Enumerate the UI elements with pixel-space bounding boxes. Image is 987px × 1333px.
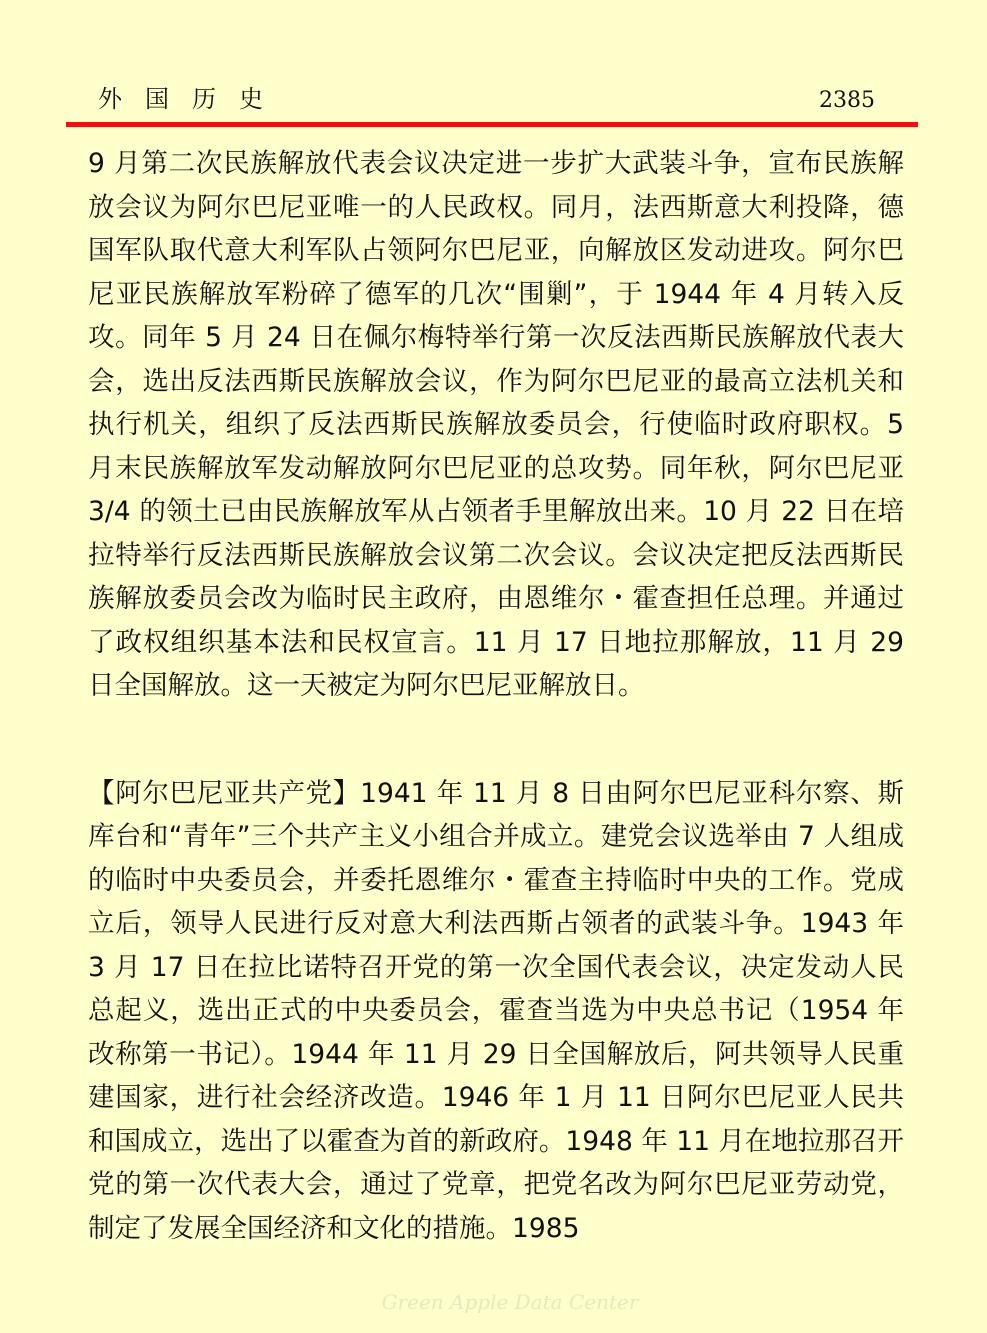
body-text [88, 142, 904, 1250]
paragraph-liberation: 9 月第二次民族解放代表会议决定进一步扩大武装斗争，宣布民族解放会议为阿尔巴尼亚唯一的人民政权。同月，法西斯意大利投降，德国军队取代意大利军队占领阿尔巴尼亚，向解放区发动进攻。阿尔巴尼亚民族解放军粉碎了德军的几次“围剿”，于 1944 年 4 月转入反攻。同年 5 月 24 日在佩尔梅特举行第一次反法西斯民族解放代表大会，选出反法西斯民族解放会议，作为阿尔巴尼亚的最高立法机关和执行机关，组织了反法西斯民族解放委员会，行使临时政府职权。5 月末民族解放军发动解放阿尔巴尼亚的总攻势。同年秋，阿尔巴尼亚 3/4 的领土已由民族解放军从占领者手里解放出来。10 月 22 日在培拉特举行反法西斯民族解放会议第二次会议。会议决定把反法西斯民族解放委员会改为临时民主政府，由恩维尔・霍查担任总理。并通过了政权组织基本法和民权宣言。11 月 17 日地拉那解放，11 月 29 日全国解放。这一天被定为阿尔巴尼亚解放日。 [88, 148, 904, 701]
page-number: 2385 [819, 88, 875, 113]
section-title: 外国历史 [98, 85, 286, 113]
header-divider [66, 122, 918, 127]
watermark: Green Apple Data Center [381, 1290, 639, 1314]
paragraph-communist-party: 【阿尔巴尼亚共产党】1941 年 11 月 8 日由阿尔巴尼亚科尔察、斯库台和“青年”三个共产主义小组合并成立。建党会议选举由 7 人组成的临时中央委员会，并委托恩维尔・霍查主持临时中央的工作。党成立后，领导人民进行反对意大利法西斯占领者的武装斗争。1943 年 3 月 17 日在拉比诺特召开党的第一次全国代表会议，决定发动人民总起义，选出正式的中央委员会，霍查当选为中央总书记（1954 年改称第一书记）。1944 年 11 月 29 日全国解放后，阿共领导人民重建国家，进行社会经济改造。1946 年 1 月 11 日阿尔巴尼亚人民共和国成立，选出了以霍查为首的新政府。1948 年 11 月在地拉那召开党的第一次代表大会，通过了党章，把党名改为阿尔巴尼亚劳动党，制定了发展全国经济和文化的措施。1985 [88, 777, 904, 1244]
page-header [88, 84, 901, 118]
